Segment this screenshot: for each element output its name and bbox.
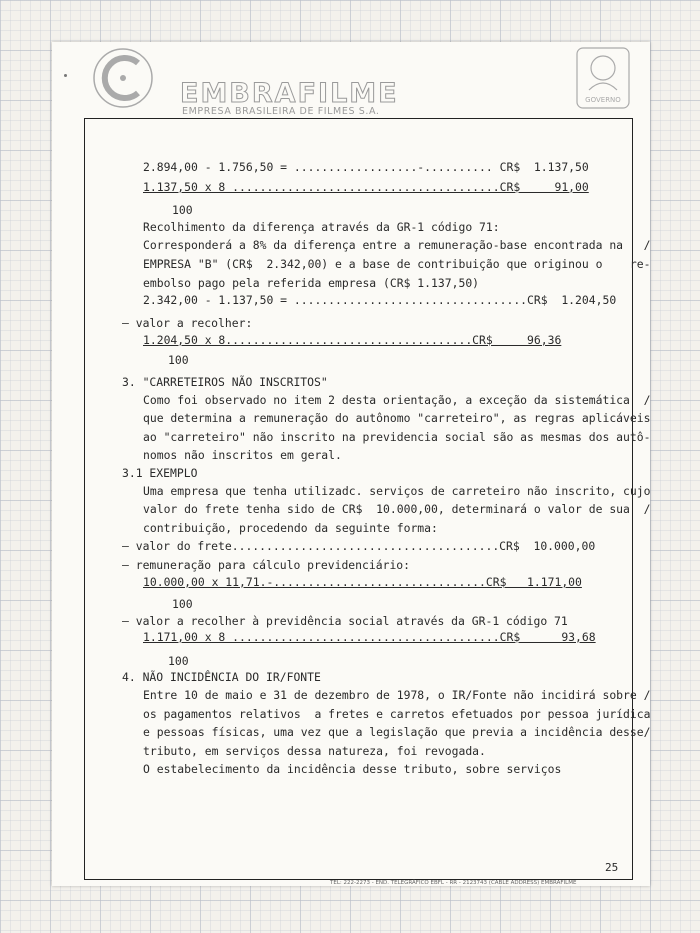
text-line: 100	[168, 353, 189, 367]
embrafilme-logo-icon	[90, 45, 156, 111]
text-line: Recolhimento da diferença através da GR-1 código 71:	[143, 220, 500, 234]
text-line: Entre 10 de maio e 31 de dezembro de 1978, o IR/Fonte não incidirá sobre /	[143, 688, 651, 702]
brand-name: EMBRAFILME	[180, 78, 399, 109]
section-heading: 3. "CARRETEIROS NÃO INSCRITOS"	[122, 375, 328, 389]
text-line: ao "carreteiro" não inscrito na previdencia social são as mesmas dos autô-	[143, 430, 651, 444]
text-line: – valor a recolher:	[122, 316, 253, 330]
text-line: EMPRESA "B" (CR$ 2.342,00) e a base de contribuição que originou o re-	[143, 257, 651, 271]
text-line: 1.204,50 x 8....................................CR$ 96,36	[143, 333, 562, 347]
text-line: valor do frete tenha sido de CR$ 10.000,00, determinará o valor de sua /	[143, 502, 651, 516]
seal-text: GOVERNO	[585, 96, 621, 104]
page-number: 25	[605, 861, 619, 874]
text-line: e pessoas físicas, uma vez que a legislação que previa a incidência desse/	[143, 725, 651, 739]
text-line: 1.171,00 x 8 .......................................CR$ 93,68	[143, 630, 596, 644]
brand-subtitle: EMPRESA BRASILEIRA DE FILMES S.A.	[182, 106, 380, 117]
government-seal-icon	[575, 46, 631, 110]
paper-speck	[64, 74, 67, 77]
text-line: 2.342,00 - 1.137,50 = ..................................CR$ 1.204,50	[143, 293, 617, 307]
text-line: 100	[172, 203, 193, 217]
text-line: 1.137,50 x 8 .......................................CR$ 91,00	[143, 180, 589, 194]
text-line: O estabelecimento da incidência desse tributo, sobre serviços	[143, 762, 562, 776]
text-line: 2.894,00 - 1.756,50 = ..................-.......... CR$ 1.137,50	[143, 160, 589, 174]
text-line: tributo, em serviços dessa natureza, foi revogada.	[143, 744, 486, 758]
text-line: nomos não inscritos em geral.	[143, 448, 342, 462]
text-line: – valor do frete.......................................CR$ 10.000,00	[122, 539, 596, 553]
text-line: Uma empresa que tenha utilizadc. serviços de carreteiro não inscrito, cujo	[143, 484, 651, 498]
text-line: os pagamentos relativos a fretes e carretos efetuados por pessoa jurídica	[143, 707, 651, 721]
text-line: – remuneração para cálculo previdenciário:	[122, 558, 411, 572]
text-line: Como foi observado no item 2 desta orientação, a exceção da sistemática /	[143, 393, 651, 407]
footer-text: TEL: 222-2273 - END. TELEGRÁFICO EBFL - RR - 2123743 (CABLE ADDRESS) EMBRAFILME	[330, 880, 577, 886]
text-line: contribuição, procedendo da seguinte forma:	[143, 521, 438, 535]
section-heading: 3.1 EXEMPLO	[122, 466, 198, 480]
text-line: 10.000,00 x 11,71.-...............................CR$ 1.171,00	[143, 575, 582, 589]
text-line: 100	[168, 654, 189, 668]
section-heading: 4. NÃO INCIDÊNCIA DO IR/FONTE	[122, 670, 321, 684]
text-line: que determina a remuneração do autônomo "carreteiro", as regras aplicáveis	[143, 411, 651, 425]
text-line: embolso pago pela referida empresa (CR$ 1.137,50)	[143, 276, 480, 290]
text-line: Corresponderá a 8% da diferença entre a remuneração-base encontrada na /	[143, 238, 651, 252]
text-line: – valor a recolher à previdência social através da GR-1 código 71	[122, 614, 568, 628]
text-line: 100	[172, 597, 193, 611]
